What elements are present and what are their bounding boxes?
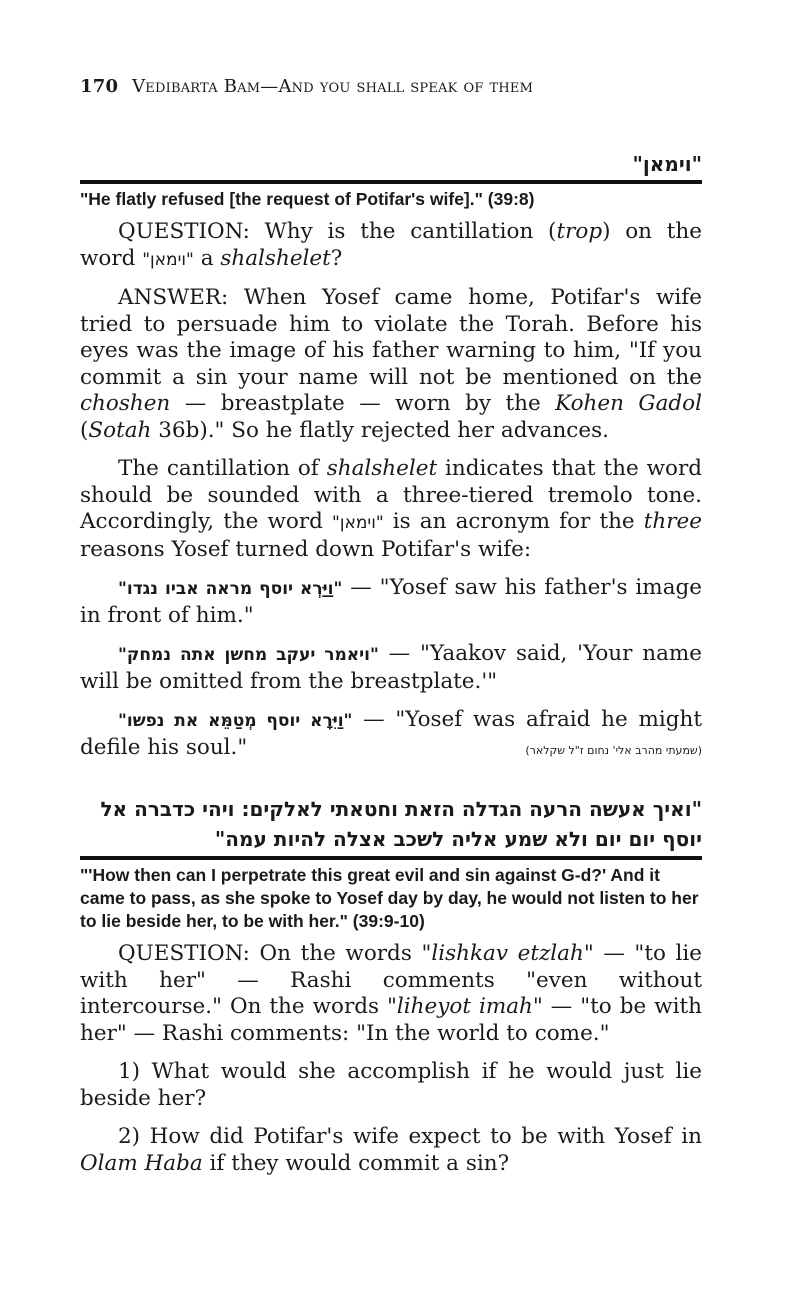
verse-quote: "He flatly refused [the request of Potifar's wife]." (39:8) xyxy=(80,189,535,209)
reason-3-block xyxy=(80,707,702,761)
reason-1: "וַיַּרְא יוסף מראה אביו נגדו" — "Yosef saw his father's image in front of him." xyxy=(80,575,702,628)
verse-quote: "'How then can I perpetrate this great evil and sin against G-d?' And it came to pass, as she spoke to Yosef day by day, he would not listen to her to lie beside her, to be with her." (39:9-10) xyxy=(80,865,699,931)
section-veeich xyxy=(80,794,702,1177)
question-paragraph: QUESTION: On the words "lishkav etzlah" — "to lie with her" — Rashi comments "even without intercourse." On the words "liheyot imah" — "to be with her" — Rashi comments: "In the world to come." xyxy=(80,941,702,1046)
section-vaymaen xyxy=(80,150,702,761)
reason-3: "וַיִּרָא יוסף מְטַמֵּא את נפשו" — "Yosef was afraid he might defile his soul." xyxy=(80,707,702,760)
reason-2: "ויאמר יעקב מחשן אתה נמחק" — "Yaakov said, 'Your name will be omitted from the breastplate.'" xyxy=(80,641,702,694)
section-hebrew-title: "וימאן" xyxy=(632,152,702,176)
section-hebrew-title: "ואיך אעשה הרעה הגדלה הזאת וחטאתי לאלקים: ויהי כדברה אל יוסף יום יום ולא שמע אליה לשכב אצלה להיות עמה" xyxy=(100,797,702,851)
running-head xyxy=(80,76,533,97)
question-item-1: 1) What would she accomplish if he would just lie beside her? xyxy=(80,1059,702,1111)
hebrew-word: "וימאן" xyxy=(332,513,384,533)
page-number: 170 xyxy=(80,76,119,97)
acronym-paragraph: The cantillation of shalshelet indicates that the word should be sounded with a three-tiered tremolo tone. Accordingly, the word "וימאן" is an acronym for the three reasons Yosef turned down Potifar's wife: xyxy=(80,456,702,562)
reason-3-hebrew: "וַיִּרָא יוסף מְטַמֵּא את נפשו" xyxy=(118,711,353,731)
answer-paragraph: ANSWER: When Yosef came home, Potifar's wife tried to persuade him to violate the Torah. Before his eyes was the image of his father warning to him, "If you commit a sin your name will not be mentioned on the choshen — breastplate — worn by the Kohen Gadol (Sotah 36b)." So he flatly rejected her advances. xyxy=(80,285,702,443)
book-title: Vedibarta Bam—And you shall speak of them xyxy=(132,76,534,97)
source-credit: (שמעתי מהרב אלי' נחום ז"ל שקלאר) xyxy=(525,744,702,757)
reason-2-hebrew: "ויאמר יעקב מחשן אתה נמחק" xyxy=(118,645,379,665)
reason-1-hebrew: "וַיַּרְא יוסף מראה אביו נגדו" xyxy=(118,579,343,599)
question-paragraph: QUESTION: Why is the cantillation (trop) on the word "וימאן" a shalshelet? xyxy=(80,219,702,271)
question-item-2: 2) How did Potifar's wife expect to be with Yosef in Olam Haba if they would commit a sin? xyxy=(80,1124,702,1176)
section-rule xyxy=(80,856,702,860)
section-rule xyxy=(80,180,702,184)
hebrew-word: "וימאן" xyxy=(142,249,194,270)
